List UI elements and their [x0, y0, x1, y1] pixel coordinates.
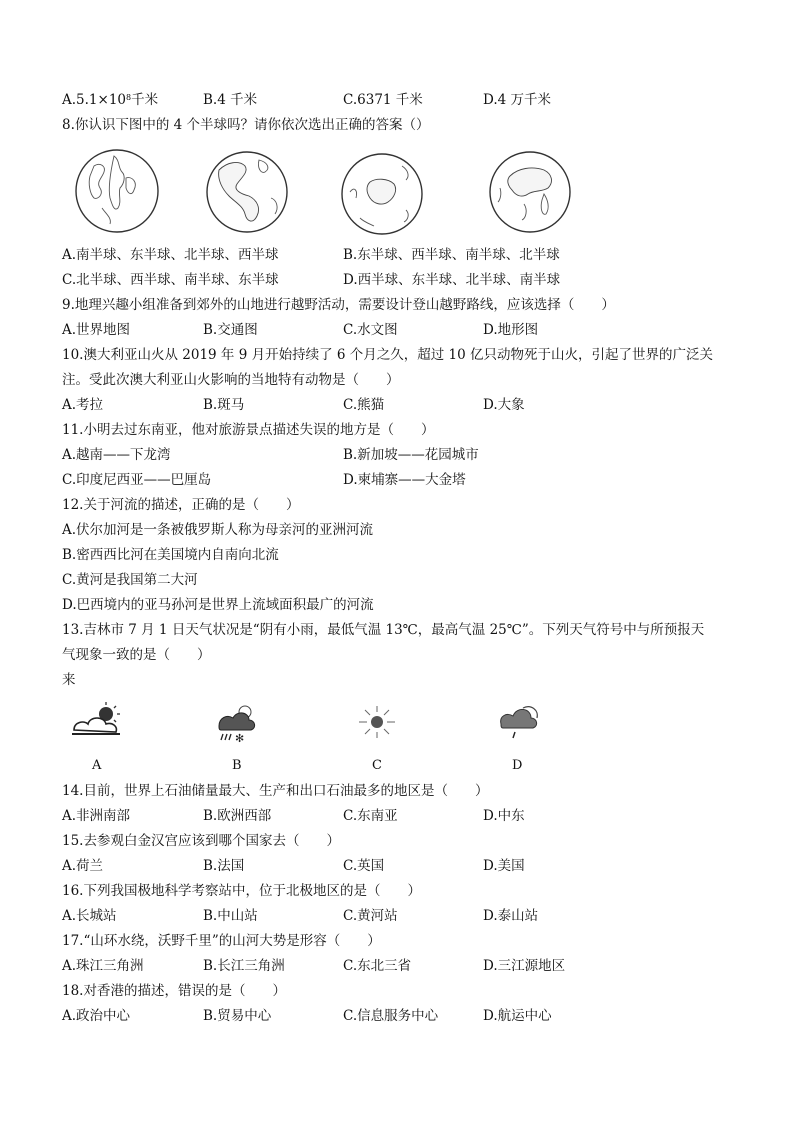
weather-label-d: D	[512, 758, 523, 773]
weather-label-b: B	[232, 758, 242, 773]
q17-option-b: B.长江三角洲	[203, 958, 285, 974]
q7-option-d: D.4 万千米	[483, 92, 552, 108]
weather-sunny-icon	[352, 702, 402, 742]
q17-option-a: A.珠江三角洲	[62, 958, 144, 974]
q12-option-c: C.黄河是我国第二大河	[62, 572, 198, 588]
q15-option-b: B.法国	[203, 858, 245, 874]
q8-option-a: A.南半球、东半球、北半球、西半球	[62, 247, 279, 263]
q11-option-c: C.印度尼西亚——巴厘岛	[62, 472, 212, 488]
q9-option-c: C.水文图	[343, 322, 398, 338]
q11-option-b: B.新加坡——花园城市	[343, 447, 479, 463]
q11-question: 11.小明去过东南亚，他对旅游景点描述失误的地方是（ ）	[62, 422, 435, 438]
q16-option-a: A.长城站	[62, 908, 117, 924]
q13-question-line2: 气现象一致的是（ ）	[62, 647, 211, 663]
q8-option-d: D.西半球、东半球、北半球、南半球	[343, 272, 561, 288]
q16-question: 16.下列我国极地科学考察站中，位于北极地区的是（ ）	[62, 883, 421, 899]
q12-question: 12.关于河流的描述，正确的是（ ）	[62, 497, 300, 513]
weather-label-c: C	[372, 758, 382, 773]
q11-option-d: D.柬埔寨——大金塔	[343, 472, 466, 488]
q8-question: 8.你认识下图中的 4 个半球吗？请你依次选出正确的答案（）	[62, 117, 430, 133]
q10-question-line2: 注。受此次澳大利亚山火影响的当地特有动物是（ ）	[62, 372, 400, 388]
q10-option-b: B.斑马	[203, 397, 245, 413]
hemisphere-3-image	[340, 152, 424, 236]
q13-question-line1: 13.吉林市 7 月 1 日天气状况是“阴有小雨，最低气温 13℃，最高气温 25℃”。下列天气符号中与所预报天	[62, 622, 705, 638]
q16-option-c: C.黄河站	[343, 908, 398, 924]
q8-option-c: C.北半球、西半球、南半球、东半球	[62, 272, 279, 288]
q16-option-d: D.泰山站	[483, 908, 539, 924]
q7-option-b: B.4 千米	[203, 92, 258, 108]
q9-question: 9.地理兴趣小组准备到郊外的山地进行越野活动，需要设计登山越野路线，应该选择（ ）	[62, 297, 615, 313]
q16-option-b: B.中山站	[203, 908, 258, 924]
q15-option-c: C.英国	[343, 858, 385, 874]
q17-option-c: C.东北三省	[343, 958, 412, 974]
q10-question-line1: 10.澳大利亚山火从 2019 年 9 月开始持续了 6 个月之久，超过 10 亿只动物死于山火，引起了世界的广泛关	[62, 347, 714, 363]
hemisphere-1-image	[74, 148, 160, 234]
q7-option-c: C.6371 千米	[343, 92, 423, 108]
q12-option-d: D.巴西境内的亚马孙河是世界上流域面积最广的河流	[62, 597, 374, 613]
q15-option-a: A.荷兰	[62, 858, 104, 874]
q15-question: 15.去参观白金汉宫应该到哪个国家去（ ）	[62, 833, 340, 849]
hemisphere-2-image	[205, 150, 289, 234]
q14-option-c: C.东南亚	[343, 808, 398, 824]
q18-option-a: A.政治中心	[62, 1008, 131, 1024]
weather-cloudy-light-rain-icon	[495, 700, 545, 740]
q17-option-d: D.三江源地区	[483, 958, 566, 974]
q11-option-a: A.越南——下龙湾	[62, 447, 171, 463]
q14-question: 14.目前，世界上石油储量最大、生产和出口石油最多的地区是（ ）	[62, 783, 489, 799]
weather-label-a: A	[92, 758, 102, 773]
weather-cloudy-sun-icon	[70, 700, 130, 740]
q8-option-b: B.东半球、西半球、南半球、北半球	[343, 247, 560, 263]
q14-option-a: A.非洲南部	[62, 808, 131, 824]
q17-question: 17.“山环水绕，沃野千里”的山河大势是形容（ ）	[62, 933, 381, 949]
q18-option-d: D.航运中心	[483, 1008, 552, 1024]
q13-stray-char: 来	[62, 672, 76, 688]
q15-option-d: D.美国	[483, 858, 525, 874]
q14-option-b: B.欧洲西部	[203, 808, 272, 824]
q10-option-d: D.大象	[483, 397, 525, 413]
q9-option-a: A.世界地图	[62, 322, 131, 338]
q10-option-a: A.考拉	[62, 397, 104, 413]
q18-option-b: B.贸易中心	[203, 1008, 272, 1024]
q10-option-c: C.熊猫	[343, 397, 385, 413]
hemisphere-4-image	[488, 150, 572, 234]
weather-snow-rain-icon	[215, 700, 265, 744]
q12-option-a: A.伏尔加河是一条被俄罗斯人称为母亲河的亚洲河流	[62, 522, 374, 538]
q9-option-d: D.地形图	[483, 322, 539, 338]
q14-option-d: D.中东	[483, 808, 525, 824]
q7-option-a: $A.5.1\times 10^8$千米	[62, 92, 159, 108]
svg-text:✻: ✻	[235, 732, 245, 745]
q9-option-b: B.交通图	[203, 322, 258, 338]
q18-option-c: C.信息服务中心	[343, 1008, 439, 1024]
q12-option-b: B.密西西比河在美国境内自南向北流	[62, 547, 279, 563]
q18-question: 18.对香港的描述，错误的是（ ）	[62, 983, 286, 999]
